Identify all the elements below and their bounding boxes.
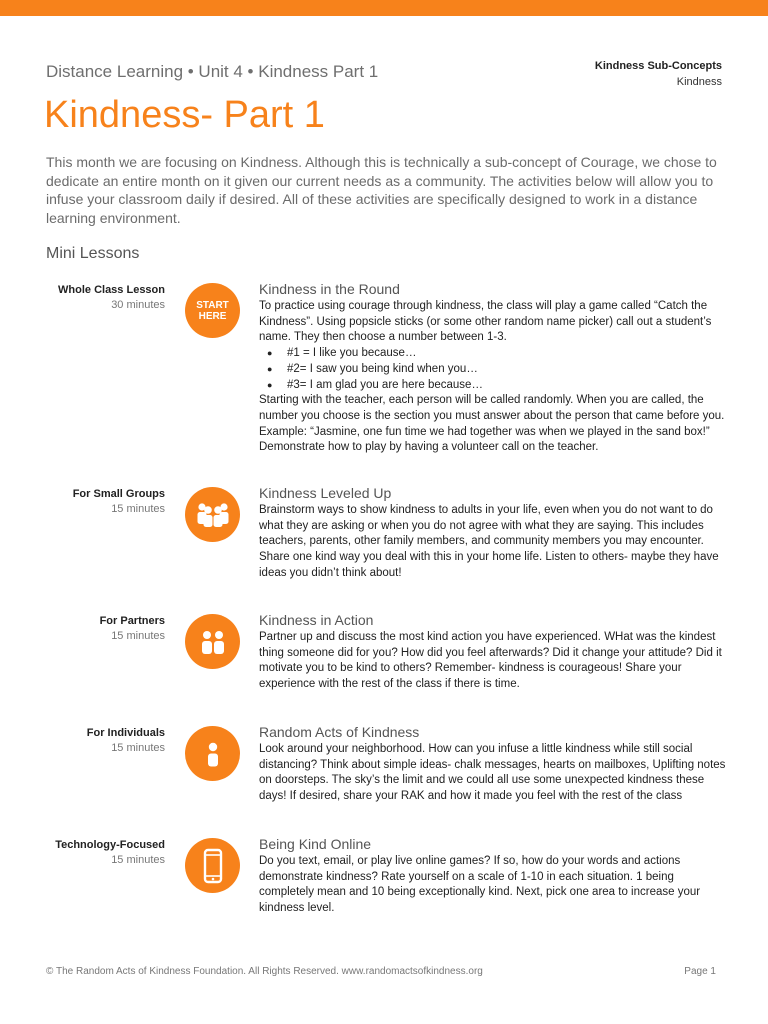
lesson-mode: Whole Class Lesson <box>58 284 165 296</box>
lesson-duration: 15 minutes <box>111 630 165 642</box>
lesson-title: Kindness in Action <box>259 612 374 628</box>
lesson-mode: For Small Groups <box>72 488 165 500</box>
start-here-label-1: START <box>196 299 229 311</box>
section-title: Mini Lessons <box>46 245 140 262</box>
lesson-meta <box>55 838 165 868</box>
lesson-title: Kindness Leveled Up <box>259 485 392 501</box>
bullet-item: ● #2= I saw you being kind when you… <box>287 362 729 378</box>
bullet-item: ● #1 = I like you because… <box>287 346 729 362</box>
lesson-content <box>259 836 729 917</box>
lesson-meta <box>58 283 165 313</box>
lesson-content <box>259 281 729 456</box>
subconcepts-box <box>595 60 722 88</box>
lesson-title: Kindness in the Round <box>259 281 400 297</box>
bullet-item: ● #3= I am glad you are here because… <box>287 378 729 394</box>
lesson-mode: For Individuals <box>86 727 165 739</box>
lesson-duration: 30 minutes <box>111 299 165 311</box>
lesson-duration: 15 minutes <box>111 742 165 754</box>
lesson-content <box>259 612 729 693</box>
lesson-body: Do you text, email, or play live online games? If so, how do your words and actions demonstrate kindness? Rate yourself on a scale of 1-10 in each situation. 1 being completely mean and 10 being exceptionally kind. Next, pick one area to increase your kindness level. <box>259 855 701 915</box>
lesson-body-continued: Starting with the teacher, each person will be called randomly. When you are called, the number you choose is the section you must answer about the person that came before you. Example: “Jasmine, one fun time we had together was when we played in the sand box!” Demonstrate how to play by having a volunteer call on the teacher. <box>259 394 725 454</box>
page-title: Kindness- Part 1 <box>44 94 325 136</box>
lesson-mode: Technology-Focused <box>55 839 165 851</box>
top-accent-bar <box>0 0 768 16</box>
start-here-badge <box>185 283 240 338</box>
breadcrumb: Distance Learning • Unit 4 • Kindness Part 1 <box>46 62 379 81</box>
lesson-bullets <box>259 346 729 393</box>
lesson-body: Partner up and discuss the most kind action you have experienced. WHat was the kindest thing someone did for you? How did you feel afterwards? Did it change your attitude? Did it motivate you to be kind to others? Remember- kindness is courageous! Share your experience with the rest of the class if there is time. <box>259 631 722 691</box>
start-here-label-2: HERE <box>198 310 227 322</box>
lesson-duration: 15 minutes <box>111 503 165 515</box>
lesson-title: Being Kind Online <box>259 836 372 852</box>
lesson-duration: 15 minutes <box>111 854 165 866</box>
footer-copyright: © The Random Acts of Kindness Foundation. All Rights Reserved. www.randomactsofkindness.org <box>46 966 483 977</box>
lesson-body: To practice using courage through kindness, the class will play a game called “Catch the Kindness”. Using popsicle sticks (or some other random name picker) call out a student’s name. They then choose a number between 1-3. <box>259 300 712 344</box>
lesson-meta <box>100 614 165 644</box>
partners-icon <box>185 614 240 669</box>
intro-paragraph: This month we are focusing on Kindness. Although this is technically a sub-concept of Courage, we chose to dedicate an entire month on it given our current needs as a community. The activities below will allow you to infuse your classroom daily if desired. All of these activities are specifically designed to work in a distance learning environment. <box>46 154 717 226</box>
lesson-meta <box>87 726 165 756</box>
person-icon <box>185 726 240 781</box>
lesson-content <box>259 724 729 805</box>
lesson-content <box>259 485 729 582</box>
subconcepts-title: Kindness Sub-Concepts <box>594 60 722 72</box>
group-icon <box>185 487 240 542</box>
subconcepts-value: Kindness <box>676 76 722 88</box>
phone-icon <box>185 838 240 893</box>
lesson-meta <box>73 487 165 517</box>
lesson-body: Brainstorm ways to show kindness to adults in your life, even when you do not want to do what they are asking or when you do not agree with what they are saying. This includes teachers, parents, other family members, and community members you may encounter. Share one kind way you deal with this in your home life. Listen to others- maybe they have ideas you didn’t think about! <box>259 504 719 579</box>
lesson-title: Random Acts of Kindness <box>259 724 420 740</box>
lesson-mode: For Partners <box>99 615 165 627</box>
lesson-body: Look around your neighborhood. How can you infuse a little kindness while still social distancing? Think about simple ideas- chalk messages, hearts on mailboxes, Uplifting notes on doorsteps. The sky’s the limit and we could all use some unexpected kindness these days! If desired, share your RAK and how it made you feel with the rest of the class <box>259 743 726 803</box>
footer-page-number: Page 1 <box>684 966 716 977</box>
